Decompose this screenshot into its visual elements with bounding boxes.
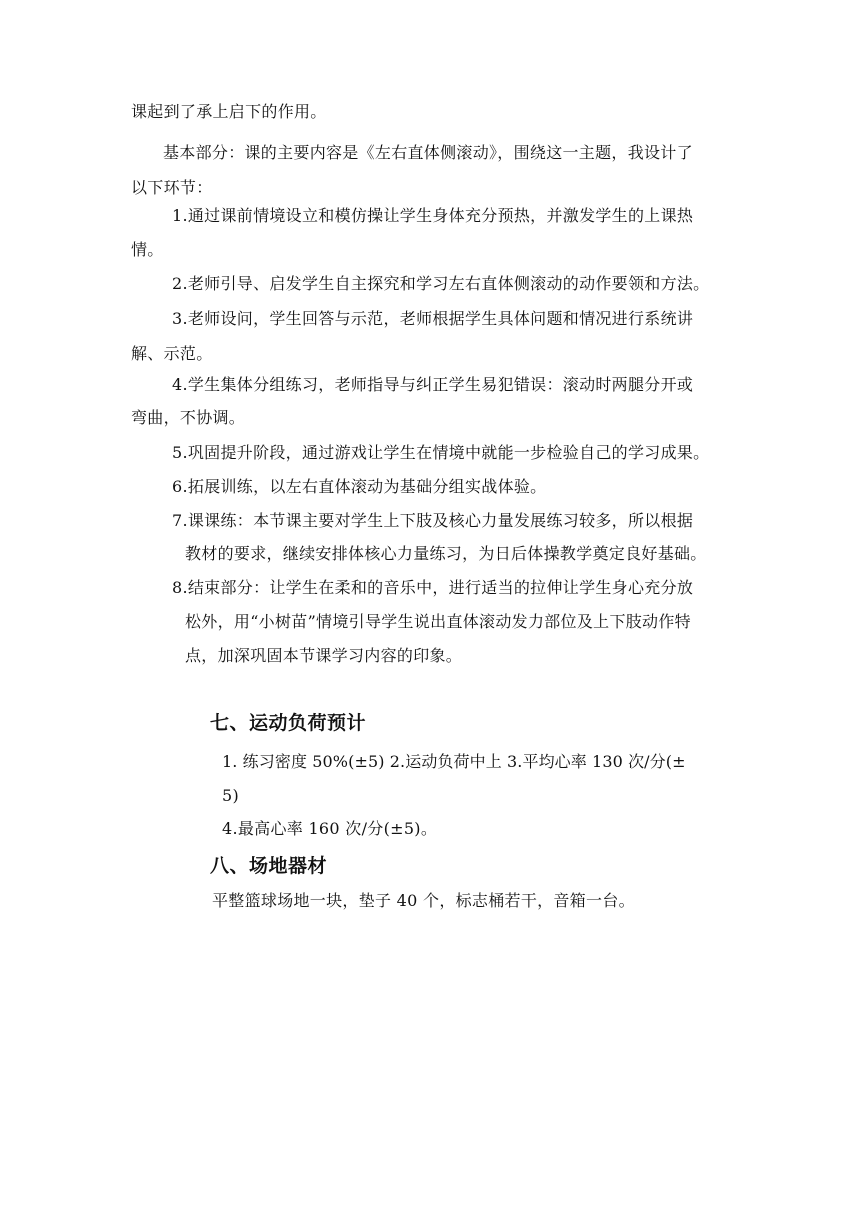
section-7-title: 七、运动负荷预计: [210, 712, 367, 734]
step-7-line-1: 7.课课练：本节课主要对学生上下肢及核心力量发展练习较多，所以根据: [172, 511, 694, 530]
step-1-line-2: 情。: [131, 240, 164, 259]
step-6-line-1: 6.拓展训练，以左右直体滚动为基础分组实战体验。: [172, 477, 547, 496]
intro-continuation: 课起到了承上启下的作用。: [131, 102, 327, 121]
section-7-line-1: 1. 练习密度 50%(±5) 2.运动负荷中上 3.平均心率 130 次/分(±: [222, 752, 686, 771]
step-8-line-1: 8.结束部分：让学生在柔和的音乐中，进行适当的拉伸让学生身心充分放: [172, 578, 694, 597]
step-8-line-2: 松外，用“小树苗”情境引导学生说出直体滚动发力部位及上下肢动作特: [185, 612, 691, 631]
step-7-line-2: 教材的要求，继续安排体核心力量练习，为日后体操教学奠定良好基础。: [185, 544, 707, 563]
section-8-title: 八、场地器材: [210, 855, 328, 877]
basic-part-line-2: 以下环节：: [131, 178, 213, 197]
section-7-line-3: 4.最高心率 160 次/分(±5)。: [222, 819, 438, 838]
step-3-line-2: 解、示范。: [131, 344, 213, 363]
step-2-line-1: 2.老师引导、启发学生自主探究和学习左右直体侧滚动的动作要领和方法。: [172, 274, 710, 293]
step-1-line-1: 1.通过课前情境设立和模仿操让学生身体充分预热，并激发学生的上课热: [172, 206, 694, 225]
step-3-line-1: 3.老师设问，学生回答与示范，老师根据学生具体问题和情况进行系统讲: [172, 309, 694, 328]
step-4-line-2: 弯曲，不协调。: [131, 408, 246, 427]
basic-part-line-1: 基本部分：课的主要内容是《左右直体侧滚动》，围绕这一主题，我设计了: [163, 143, 693, 162]
step-8-line-3: 点，加深巩固本节课学习内容的印象。: [185, 646, 463, 665]
step-5-line-1: 5.巩固提升阶段，通过游戏让学生在情境中就能一步检验自己的学习成果。: [172, 443, 710, 462]
step-4-line-1: 4.学生集体分组练习，老师指导与纠正学生易犯错误：滚动时两腿分开或: [172, 375, 694, 394]
section-8-text: 平整篮球场地一块，垫子 40 个，标志桶若干，音箱一台。: [212, 891, 635, 910]
section-7-line-2: 5): [222, 786, 240, 805]
